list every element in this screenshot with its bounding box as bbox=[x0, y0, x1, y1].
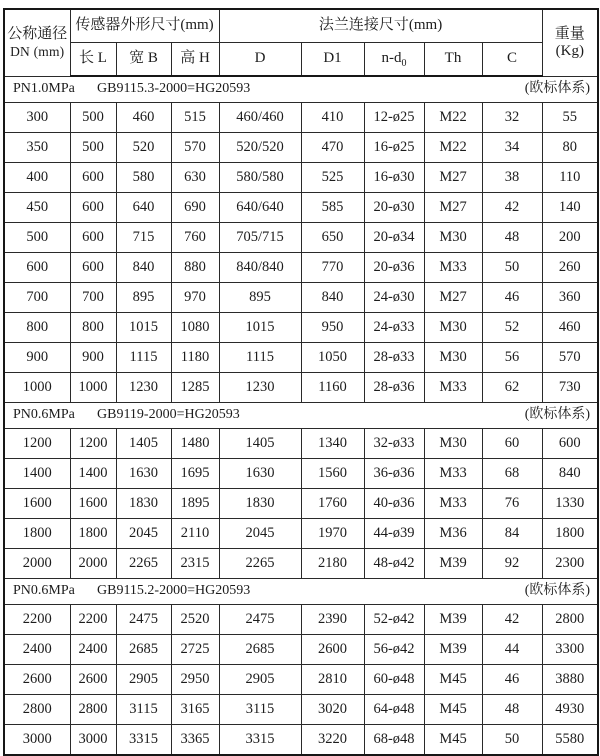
data-cell: 600 bbox=[70, 253, 116, 283]
data-cell: 50 bbox=[482, 253, 542, 283]
data-cell: M33 bbox=[424, 459, 482, 489]
data-cell: 2200 bbox=[4, 605, 70, 635]
data-cell: 460/460 bbox=[219, 103, 301, 133]
section-line bbox=[5, 583, 597, 599]
data-cell: M30 bbox=[424, 313, 482, 343]
data-cell: 20-ø34 bbox=[364, 223, 424, 253]
data-cell: 2265 bbox=[219, 549, 301, 579]
data-cell: 520 bbox=[116, 133, 171, 163]
section-note: (欧标体系) bbox=[524, 407, 591, 423]
data-cell: 570 bbox=[542, 343, 598, 373]
data-cell: 700 bbox=[70, 283, 116, 313]
data-cell: 20-ø36 bbox=[364, 253, 424, 283]
data-cell: 3315 bbox=[219, 725, 301, 756]
data-cell: 1630 bbox=[219, 459, 301, 489]
data-cell: 3315 bbox=[116, 725, 171, 756]
data-cell: M39 bbox=[424, 605, 482, 635]
data-cell: M30 bbox=[424, 343, 482, 373]
data-cell: 32-ø33 bbox=[364, 429, 424, 459]
data-cell: 28-ø33 bbox=[364, 343, 424, 373]
data-cell: 2110 bbox=[171, 519, 219, 549]
data-cell: 1480 bbox=[171, 429, 219, 459]
section-line bbox=[5, 407, 597, 423]
data-cell: 1695 bbox=[171, 459, 219, 489]
data-cell: 1340 bbox=[301, 429, 364, 459]
data-cell: 20-ø30 bbox=[364, 193, 424, 223]
data-cell: 520/520 bbox=[219, 133, 301, 163]
data-cell: 1830 bbox=[219, 489, 301, 519]
data-cell: 2800 bbox=[70, 695, 116, 725]
data-cell: 2475 bbox=[116, 605, 171, 635]
data-cell: 1115 bbox=[116, 343, 171, 373]
data-cell: 460 bbox=[116, 103, 171, 133]
flange-dimension-table bbox=[3, 8, 599, 756]
data-cell: 2800 bbox=[4, 695, 70, 725]
data-cell: 1400 bbox=[70, 459, 116, 489]
header-weight bbox=[542, 9, 598, 76]
header-width-b: 宽 B bbox=[116, 43, 171, 77]
header-row-groups bbox=[4, 9, 598, 43]
data-cell: 1970 bbox=[301, 519, 364, 549]
header-nominal-diameter bbox=[4, 9, 70, 76]
data-cell: 2810 bbox=[301, 665, 364, 695]
data-cell: 570 bbox=[171, 133, 219, 163]
data-cell: 44-ø39 bbox=[364, 519, 424, 549]
table-row bbox=[4, 223, 598, 253]
header-flange-nd0: $n-d_0$ bbox=[364, 43, 424, 77]
table-row bbox=[4, 313, 598, 343]
data-cell: 640 bbox=[116, 193, 171, 223]
data-cell: 600 bbox=[70, 193, 116, 223]
data-cell: M27 bbox=[424, 283, 482, 313]
data-cell: 2725 bbox=[171, 635, 219, 665]
data-cell: 1000 bbox=[70, 373, 116, 403]
data-cell: M45 bbox=[424, 725, 482, 756]
data-cell: 730 bbox=[542, 373, 598, 403]
data-cell: 46 bbox=[482, 665, 542, 695]
header-row-columns bbox=[4, 43, 598, 77]
data-cell: 2390 bbox=[301, 605, 364, 635]
data-cell: 500 bbox=[4, 223, 70, 253]
data-cell: 3165 bbox=[171, 695, 219, 725]
header-flange-c: C bbox=[482, 43, 542, 77]
data-cell: 2685 bbox=[219, 635, 301, 665]
data-cell: 2400 bbox=[70, 635, 116, 665]
data-cell: 840 bbox=[301, 283, 364, 313]
data-cell: 2520 bbox=[171, 605, 219, 635]
data-cell: M30 bbox=[424, 429, 482, 459]
section-cell bbox=[4, 579, 598, 605]
table-row bbox=[4, 695, 598, 725]
data-cell: 1800 bbox=[4, 519, 70, 549]
data-cell: 62 bbox=[482, 373, 542, 403]
data-cell: 705/715 bbox=[219, 223, 301, 253]
data-cell: 1180 bbox=[171, 343, 219, 373]
data-cell: M33 bbox=[424, 253, 482, 283]
table-row bbox=[4, 725, 598, 756]
header-nominal-diameter-unit: DN (mm) bbox=[10, 43, 65, 59]
table-row bbox=[4, 635, 598, 665]
data-cell: 1560 bbox=[301, 459, 364, 489]
data-cell: 60-ø48 bbox=[364, 665, 424, 695]
data-cell: 1800 bbox=[542, 519, 598, 549]
data-cell: 1230 bbox=[219, 373, 301, 403]
data-cell: 68-ø48 bbox=[364, 725, 424, 756]
data-cell: 715 bbox=[116, 223, 171, 253]
data-cell: 770 bbox=[301, 253, 364, 283]
data-cell: 3000 bbox=[70, 725, 116, 756]
data-cell: 2315 bbox=[171, 549, 219, 579]
table-row bbox=[4, 429, 598, 459]
data-cell: 300 bbox=[4, 103, 70, 133]
data-cell: 1015 bbox=[219, 313, 301, 343]
data-cell: 2950 bbox=[171, 665, 219, 695]
data-cell: M30 bbox=[424, 223, 482, 253]
data-cell: 650 bbox=[301, 223, 364, 253]
data-cell: 40-ø36 bbox=[364, 489, 424, 519]
data-cell: 1600 bbox=[4, 489, 70, 519]
section-note: (欧标体系) bbox=[524, 583, 591, 599]
table-row bbox=[4, 133, 598, 163]
data-cell: 840/840 bbox=[219, 253, 301, 283]
data-cell: 1760 bbox=[301, 489, 364, 519]
data-cell: 400 bbox=[4, 163, 70, 193]
section-pressure-rating: PN0.6MPa bbox=[13, 583, 75, 599]
data-cell: 2600 bbox=[70, 665, 116, 695]
section-pressure-rating: PN0.6MPa bbox=[13, 407, 75, 423]
data-cell: 5580 bbox=[542, 725, 598, 756]
data-cell: 42 bbox=[482, 193, 542, 223]
data-cell: 3300 bbox=[542, 635, 598, 665]
header-weight-unit: (Kg) bbox=[555, 42, 584, 59]
data-cell: 260 bbox=[542, 253, 598, 283]
data-cell: 1285 bbox=[171, 373, 219, 403]
data-cell: 2600 bbox=[4, 665, 70, 695]
data-cell: 690 bbox=[171, 193, 219, 223]
data-cell: 92 bbox=[482, 549, 542, 579]
section-row bbox=[4, 403, 598, 429]
data-cell: 3020 bbox=[301, 695, 364, 725]
data-cell: 38 bbox=[482, 163, 542, 193]
data-cell: 970 bbox=[171, 283, 219, 313]
header-flange-th: Th bbox=[424, 43, 482, 77]
data-cell: M27 bbox=[424, 193, 482, 223]
data-cell: 895 bbox=[219, 283, 301, 313]
data-cell: 2045 bbox=[116, 519, 171, 549]
section-row bbox=[4, 579, 598, 605]
data-cell: 24-ø33 bbox=[364, 313, 424, 343]
table-row bbox=[4, 343, 598, 373]
data-cell: 48 bbox=[482, 223, 542, 253]
table-row bbox=[4, 605, 598, 635]
header-flange-d1: D1 bbox=[301, 43, 364, 77]
data-cell: 140 bbox=[542, 193, 598, 223]
data-cell: 2000 bbox=[70, 549, 116, 579]
data-cell: 1405 bbox=[219, 429, 301, 459]
data-cell: 460 bbox=[542, 313, 598, 343]
data-cell: 1015 bbox=[116, 313, 171, 343]
data-cell: 64-ø48 bbox=[364, 695, 424, 725]
data-cell: 110 bbox=[542, 163, 598, 193]
data-cell: 640/640 bbox=[219, 193, 301, 223]
data-cell: 840 bbox=[116, 253, 171, 283]
section-note: (欧标体系) bbox=[524, 81, 591, 97]
data-cell: 1050 bbox=[301, 343, 364, 373]
data-cell: 1830 bbox=[116, 489, 171, 519]
data-cell: 800 bbox=[70, 313, 116, 343]
data-cell: 450 bbox=[4, 193, 70, 223]
data-cell: 600 bbox=[4, 253, 70, 283]
data-cell: 2685 bbox=[116, 635, 171, 665]
data-cell: M45 bbox=[424, 665, 482, 695]
data-cell: 585 bbox=[301, 193, 364, 223]
data-cell: 55 bbox=[542, 103, 598, 133]
header-flange-nd0-subscript: 0 bbox=[401, 58, 407, 70]
section-line bbox=[5, 81, 597, 97]
data-cell: 630 bbox=[171, 163, 219, 193]
data-cell: 3115 bbox=[219, 695, 301, 725]
data-cell: 700 bbox=[4, 283, 70, 313]
data-cell: 1405 bbox=[116, 429, 171, 459]
data-cell: 52-ø42 bbox=[364, 605, 424, 635]
data-cell: 1400 bbox=[4, 459, 70, 489]
section-pressure-rating: PN1.0MPa bbox=[13, 81, 75, 97]
data-cell: 56 bbox=[482, 343, 542, 373]
data-cell: 24-ø30 bbox=[364, 283, 424, 313]
data-cell: 760 bbox=[171, 223, 219, 253]
data-cell: M36 bbox=[424, 519, 482, 549]
data-cell: 1200 bbox=[70, 429, 116, 459]
data-cell: 500 bbox=[70, 133, 116, 163]
data-cell: 1600 bbox=[70, 489, 116, 519]
data-cell: 900 bbox=[4, 343, 70, 373]
data-cell: 32 bbox=[482, 103, 542, 133]
data-cell: 2905 bbox=[219, 665, 301, 695]
data-cell: 12-ø25 bbox=[364, 103, 424, 133]
table-row bbox=[4, 549, 598, 579]
data-cell: 950 bbox=[301, 313, 364, 343]
data-cell: 350 bbox=[4, 133, 70, 163]
spec-table-body bbox=[4, 76, 598, 755]
data-cell: 42 bbox=[482, 605, 542, 635]
data-cell: M45 bbox=[424, 695, 482, 725]
data-cell: M33 bbox=[424, 489, 482, 519]
data-cell: 880 bbox=[171, 253, 219, 283]
data-cell: 2300 bbox=[542, 549, 598, 579]
data-cell: M27 bbox=[424, 163, 482, 193]
data-cell: 4930 bbox=[542, 695, 598, 725]
data-cell: 2180 bbox=[301, 549, 364, 579]
data-cell: 3220 bbox=[301, 725, 364, 756]
data-cell: 3365 bbox=[171, 725, 219, 756]
section-row bbox=[4, 76, 598, 103]
header-height-h: 高 H bbox=[171, 43, 219, 77]
header-flange-dimensions-group: 法兰连接尺寸(mm) bbox=[219, 9, 542, 43]
data-cell: 36-ø36 bbox=[364, 459, 424, 489]
table-header bbox=[4, 9, 598, 76]
data-cell: 2000 bbox=[4, 549, 70, 579]
data-cell: 16-ø25 bbox=[364, 133, 424, 163]
data-cell: 80 bbox=[542, 133, 598, 163]
data-cell: 44 bbox=[482, 635, 542, 665]
data-cell: 46 bbox=[482, 283, 542, 313]
data-cell: 34 bbox=[482, 133, 542, 163]
data-cell: 1630 bbox=[116, 459, 171, 489]
table-row bbox=[4, 103, 598, 133]
header-length-l: 长 L bbox=[70, 43, 116, 77]
table-row bbox=[4, 193, 598, 223]
data-cell: 410 bbox=[301, 103, 364, 133]
header-sensor-dimensions-group: 传感器外形尺寸(mm) bbox=[70, 9, 219, 43]
data-cell: 50 bbox=[482, 725, 542, 756]
data-cell: 800 bbox=[4, 313, 70, 343]
data-cell: 580/580 bbox=[219, 163, 301, 193]
header-weight-cn: 重量 bbox=[554, 25, 585, 42]
data-cell: 3000 bbox=[4, 725, 70, 756]
data-cell: 525 bbox=[301, 163, 364, 193]
data-cell: 2600 bbox=[301, 635, 364, 665]
table-row bbox=[4, 489, 598, 519]
data-cell: 2475 bbox=[219, 605, 301, 635]
data-cell: 68 bbox=[482, 459, 542, 489]
data-cell: 2905 bbox=[116, 665, 171, 695]
data-cell: 84 bbox=[482, 519, 542, 549]
data-cell: 2265 bbox=[116, 549, 171, 579]
section-standard-code: GB9119-2000=HG20593 bbox=[97, 407, 240, 423]
data-cell: 600 bbox=[70, 223, 116, 253]
data-cell: 200 bbox=[542, 223, 598, 253]
data-cell: 52 bbox=[482, 313, 542, 343]
data-cell: 3880 bbox=[542, 665, 598, 695]
data-cell: 56-ø42 bbox=[364, 635, 424, 665]
section-standard-code: GB9115.3-2000=HG20593 bbox=[97, 81, 251, 97]
data-cell: 580 bbox=[116, 163, 171, 193]
data-cell: 48-ø42 bbox=[364, 549, 424, 579]
data-cell: 360 bbox=[542, 283, 598, 313]
section-cell bbox=[4, 403, 598, 429]
data-cell: M22 bbox=[424, 103, 482, 133]
data-cell: 76 bbox=[482, 489, 542, 519]
table-row bbox=[4, 665, 598, 695]
data-cell: 1200 bbox=[4, 429, 70, 459]
data-cell: 1895 bbox=[171, 489, 219, 519]
data-cell: 1000 bbox=[4, 373, 70, 403]
data-cell: 840 bbox=[542, 459, 598, 489]
table-row bbox=[4, 163, 598, 193]
header-flange-d: D bbox=[219, 43, 301, 77]
data-cell: 600 bbox=[542, 429, 598, 459]
data-cell: 2400 bbox=[4, 635, 70, 665]
data-cell: M39 bbox=[424, 549, 482, 579]
data-cell: 1800 bbox=[70, 519, 116, 549]
data-cell: 1230 bbox=[116, 373, 171, 403]
table-row bbox=[4, 283, 598, 313]
data-cell: 28-ø36 bbox=[364, 373, 424, 403]
data-cell: 500 bbox=[70, 103, 116, 133]
data-cell: 1160 bbox=[301, 373, 364, 403]
data-cell: M22 bbox=[424, 133, 482, 163]
data-cell: M39 bbox=[424, 635, 482, 665]
data-cell: 3115 bbox=[116, 695, 171, 725]
header-nominal-diameter-cn: 公称通径 bbox=[7, 26, 68, 43]
table-row bbox=[4, 373, 598, 403]
section-standard-code: GB9115.2-2000=HG20593 bbox=[97, 583, 251, 599]
data-cell: 600 bbox=[70, 163, 116, 193]
data-cell: 515 bbox=[171, 103, 219, 133]
section-cell bbox=[4, 76, 598, 103]
data-cell: 2045 bbox=[219, 519, 301, 549]
data-cell: 900 bbox=[70, 343, 116, 373]
data-cell: 2200 bbox=[70, 605, 116, 635]
data-cell: M33 bbox=[424, 373, 482, 403]
data-cell: 1330 bbox=[542, 489, 598, 519]
data-cell: 60 bbox=[482, 429, 542, 459]
spec-sheet-page bbox=[0, 8, 600, 756]
data-cell: 16-ø30 bbox=[364, 163, 424, 193]
table-row bbox=[4, 253, 598, 283]
data-cell: 895 bbox=[116, 283, 171, 313]
data-cell: 1115 bbox=[219, 343, 301, 373]
data-cell: 1080 bbox=[171, 313, 219, 343]
table-row bbox=[4, 519, 598, 549]
data-cell: 2800 bbox=[542, 605, 598, 635]
data-cell: 470 bbox=[301, 133, 364, 163]
table-row bbox=[4, 459, 598, 489]
data-cell: 48 bbox=[482, 695, 542, 725]
